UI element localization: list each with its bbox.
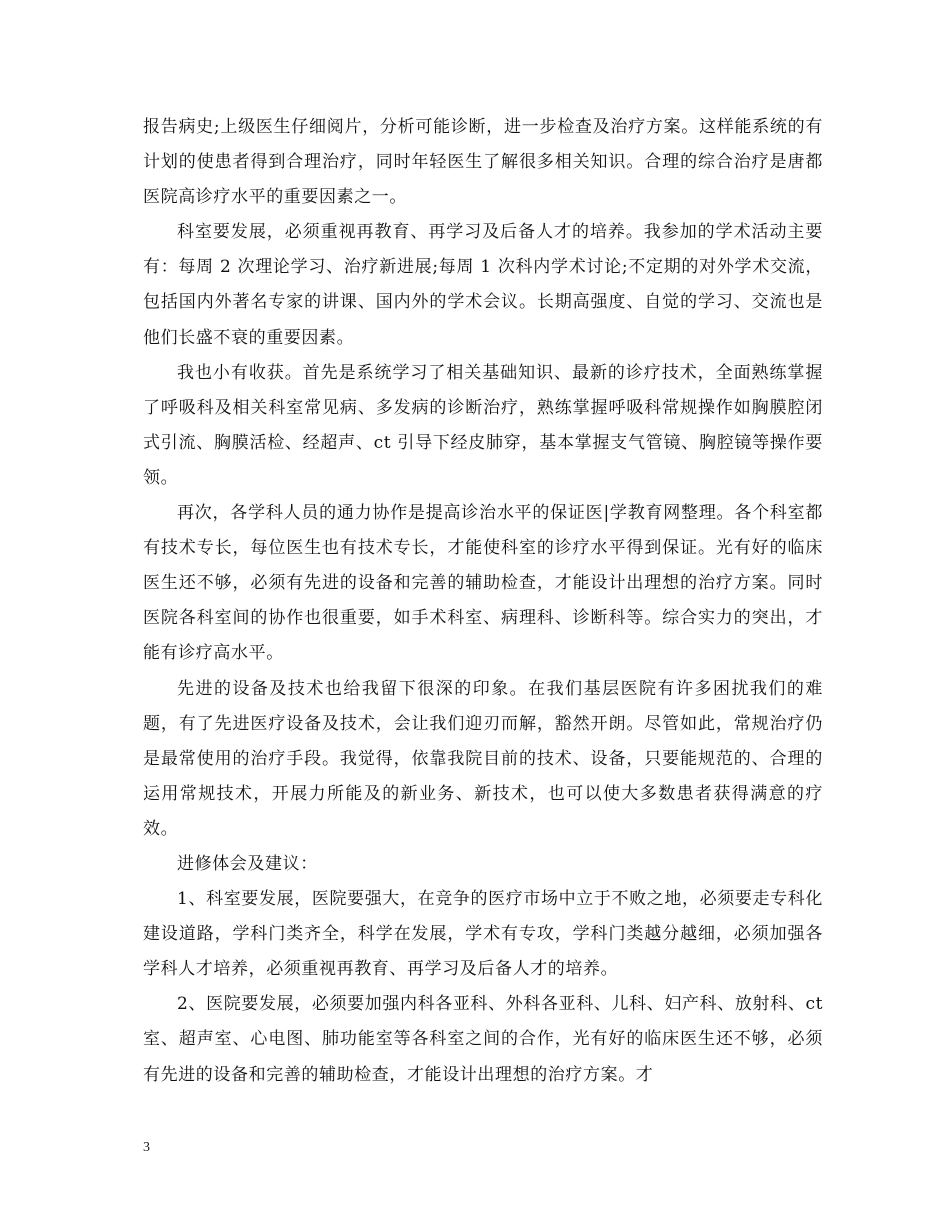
document-body <box>143 110 823 1093</box>
paragraph-6-heading: 进修体会及建议： <box>177 853 318 874</box>
page-number: 3 <box>143 1140 150 1155</box>
paragraph-7: 1、科室要发展，医院要强大，在竞争的医疗市场中立于不败之地，必须要走专科化建设道路，学科门类齐全，科学在发展，学术有专攻，学科门类越分越细，必须加强各学科人才培养，必须重视再教育、再学习及后备人才的培养。 <box>143 889 823 980</box>
paragraph-8: 2、医院要发展，必须要加强内科各亚科、外科各亚科、儿科、妇产科、放射科、ct 室、超声室、心电图、肺功能室等各科室之间的合作，光有好的临床医生还不够，必须有先进的设备和完善的辅助检查，才能设计出理想的治疗方案。才 <box>143 994 823 1085</box>
paragraph-5: 先进的设备及技术也给我留下很深的印象。在我们基层医院有许多困扰我们的难题，有了先进医疗设备及技术，会让我们迎刃而解，豁然开朗。尽管如此，常规治疗仍是最常使用的治疗手段。我觉得，依靠我院目前的技术、设备，只要能规范的、合理的运用常规技术，开展力所能及的新业务、新技术，也可以使大多数患者获得满意的疗效。 <box>143 678 823 839</box>
paragraph-3: 我也小有收获。首先是系统学习了相关基础知识、最新的诊疗技术，全面熟练掌握了呼吸科及相关科室常见病、多发病的诊断治疗，熟练掌握呼吸科常规操作如胸膜腔闭式引流、胸膜活检、经超声、ct 引导下经皮肺穿，基本掌握支气管镜、胸腔镜等操作要领。 <box>143 362 823 488</box>
paragraph-1: 报告病史;上级医生仔细阅片，分析可能诊断，进一步检查及治疗方案。这样能系统的有计划的使患者得到合理治疗，同时年轻医生了解很多相关知识。合理的综合治疗是唐都医院高诊疗水平的重要因素之一。 <box>143 117 823 208</box>
paragraph-4: 再次，各学科人员的通力协作是提高诊治水平的保证医|学教育网整理。各个科室都有技术专长，每位医生也有技术专长，才能使科室的诊疗水平得到保证。光有好的临床医生还不够，必须有先进的设备和完善的辅助检查，才能设计出理想的治疗方案。同时医院各科室间的协作也很重要，如手术科室、病理科、诊断科等。综合实力的突出，才能有诊疗高水平。 <box>143 503 823 664</box>
paragraph-2: 科室要发展，必须重视再教育、再学习及后备人才的培养。我参加的学术活动主要有：每周 2 次理论学习、治疗新进展;每周 1 次科内学术讨论;不定期的对外学术交流，包括国内外著名专家的讲课、国内外的学术会议。长期高强度、自觉的学习、交流也是他们长盛不衰的重要因素。 <box>143 222 823 348</box>
